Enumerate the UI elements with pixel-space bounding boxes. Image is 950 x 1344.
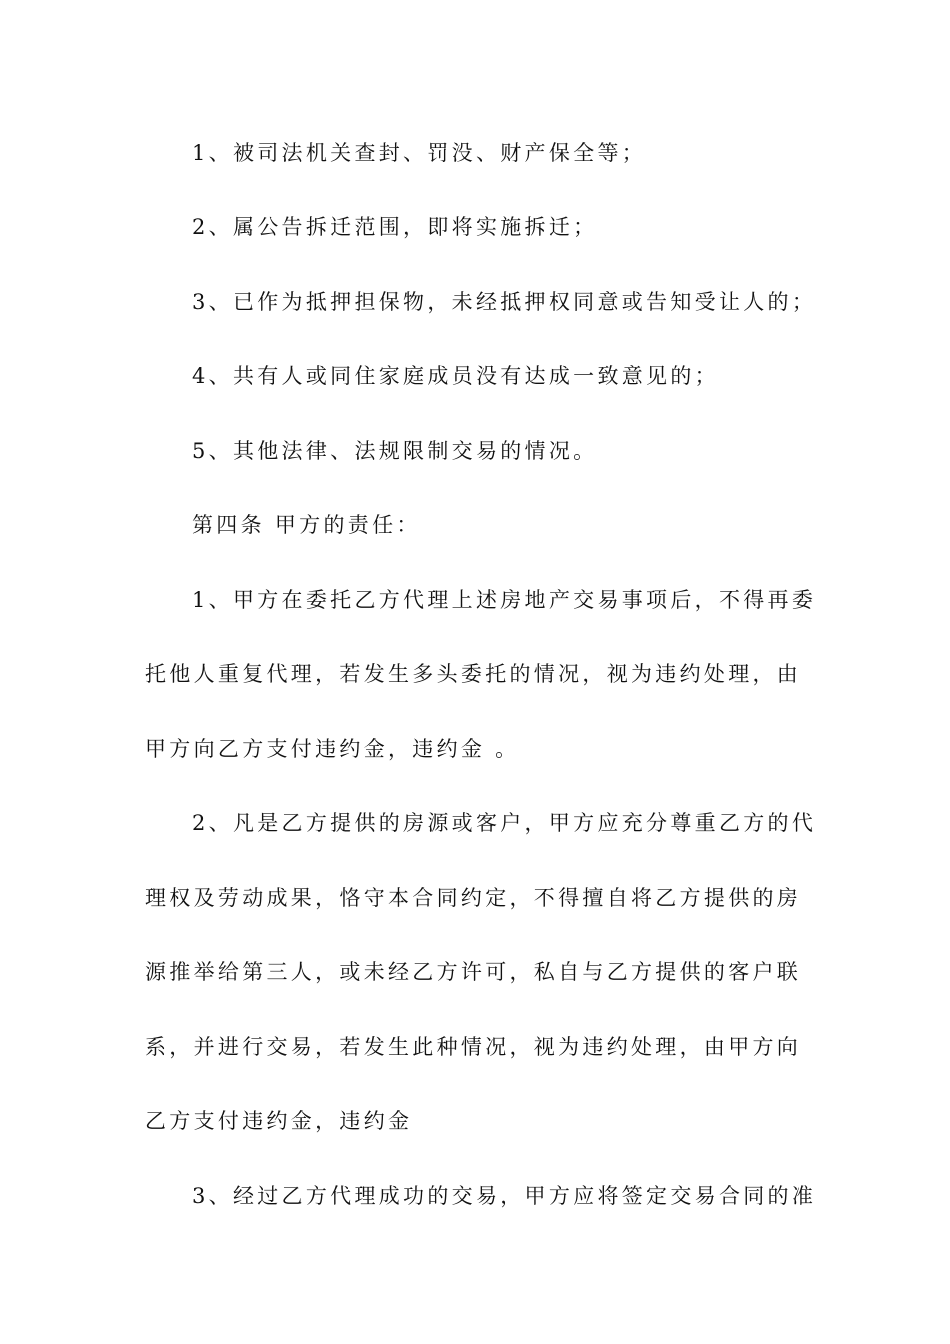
clause-3-line-1: 3、经过乙方代理成功的交易，甲方应将签定交易合同的准: [192, 1184, 817, 1208]
clause-2-line-1: 2、凡是乙方提供的房源或客户，甲方应充分尊重乙方的代: [192, 811, 817, 835]
clause-1-line-2: 托他人重复代理，若发生多头委托的情况，视为违约处理，由: [145, 662, 802, 686]
clause-1-line-1: 1、甲方在委托乙方代理上述房地产交易事项后，不得再委: [192, 588, 817, 612]
clause-2-line-5: 乙方支付违约金，违约金: [145, 1109, 413, 1133]
list-item-1: 1、被司法机关查封、罚没、财产保全等；: [192, 141, 647, 165]
clause-2-line-3: 源推举给第三人，或未经乙方许可，私自与乙方提供的客户联: [145, 960, 802, 984]
list-item-3: 3、已作为抵押担保物，未经抵押权同意或告知受让人的；: [192, 290, 817, 314]
article-heading: 第四条 甲方的责任：: [192, 513, 421, 537]
list-item-2: 2、属公告拆迁范围，即将实施拆迁；: [192, 215, 598, 239]
clause-2-line-2: 理权及劳动成果，恪守本合同约定，不得擅自将乙方提供的房: [145, 886, 802, 910]
clause-2-line-4: 系，并进行交易，若发生此种情况，视为违约处理，由甲方向: [145, 1035, 802, 1059]
list-item-4: 4、共有人或同住家庭成员没有达成一致意见的；: [192, 364, 719, 388]
clause-1-line-3: 甲方向乙方支付违约金，违约金 。: [145, 737, 520, 761]
list-item-5: 5、其他法律、法规限制交易的情况。: [192, 439, 598, 463]
